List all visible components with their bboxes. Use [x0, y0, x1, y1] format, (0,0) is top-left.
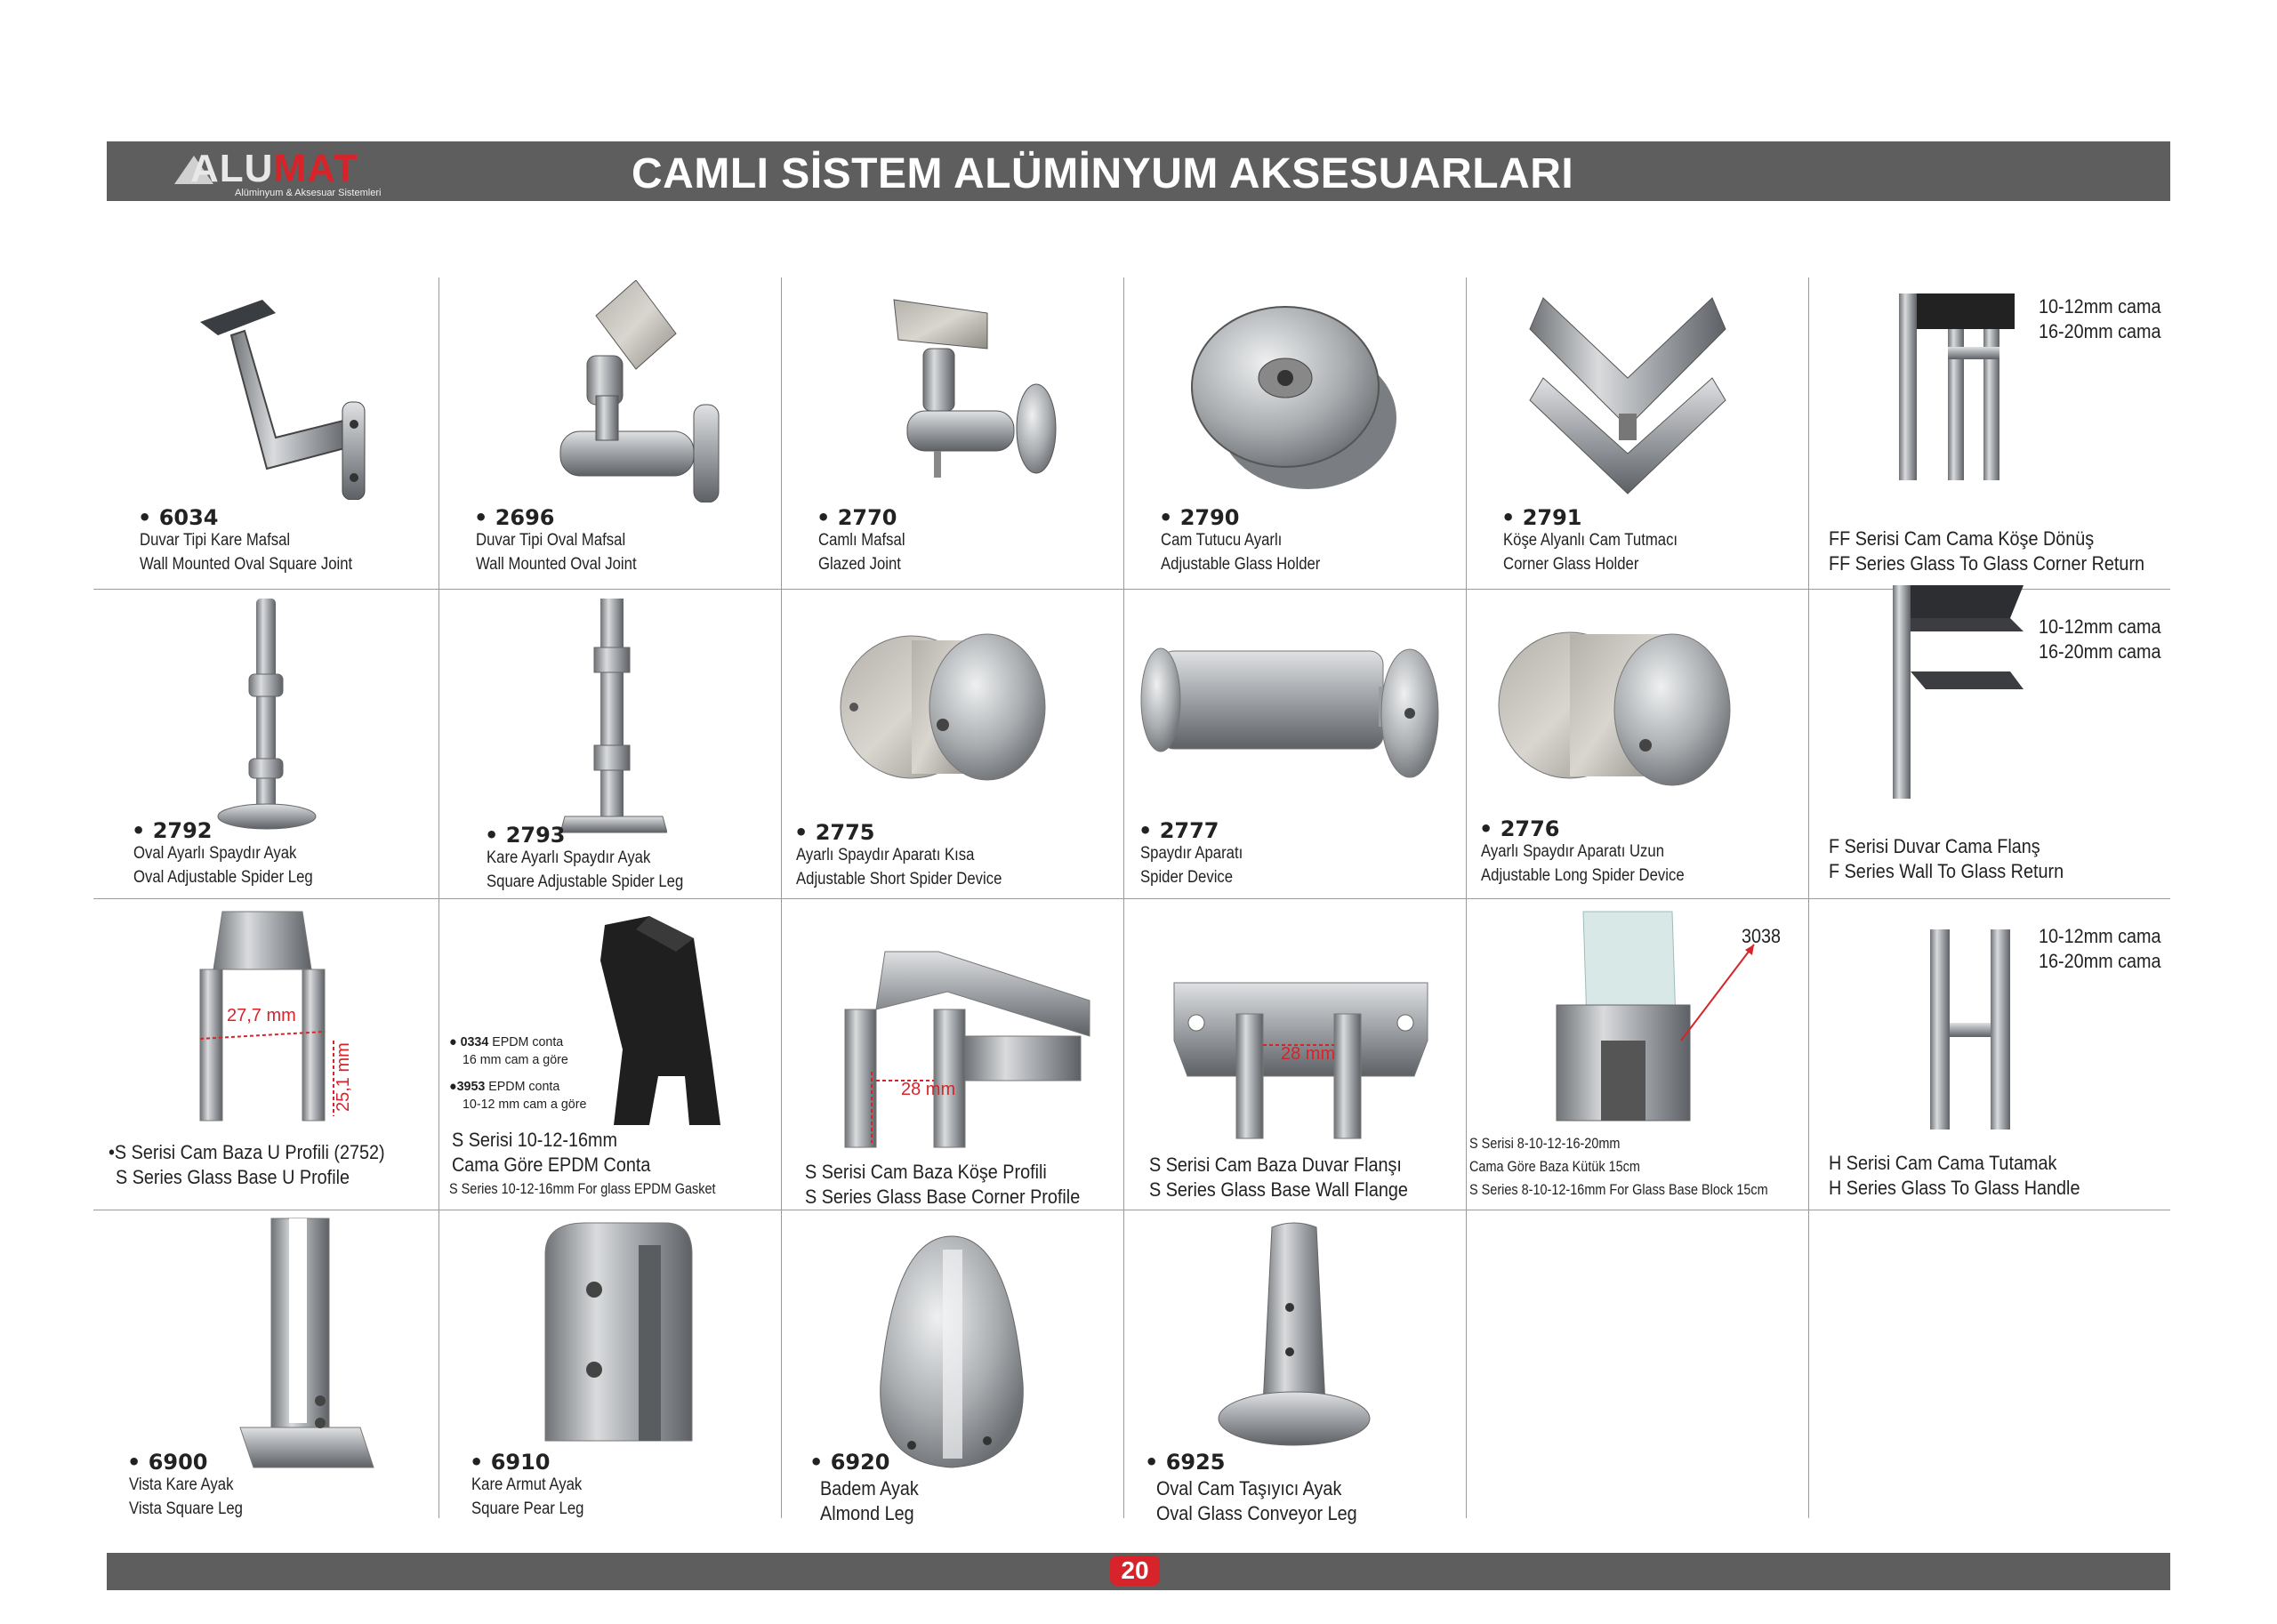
grid-row-divider	[93, 898, 2170, 899]
glazed-joint-image	[889, 295, 1067, 491]
grid-col-divider	[781, 277, 782, 1518]
alumat-logo	[174, 145, 397, 202]
adjustable-glass-holder-image	[1183, 293, 1405, 498]
almond-leg-image	[876, 1232, 1032, 1472]
grid-col-divider	[1808, 277, 1809, 1518]
grid-row-divider	[93, 589, 2170, 590]
square-adjustable-spider-leg-image	[560, 594, 667, 839]
spider-device-image	[1138, 633, 1441, 789]
u-profile-height-dim: 25,1 mm	[334, 1042, 353, 1112]
grid-col-divider	[1123, 277, 1124, 1518]
short-spider-device-image	[836, 631, 1050, 787]
corner-profile-width-dim: 28 mm	[901, 1080, 956, 1099]
wall-mounted-oval-joint-image	[551, 280, 729, 502]
gasket-note-3953: ●3953 EPDM conta	[449, 1079, 560, 1094]
f-series-wall-return-image	[1877, 578, 2028, 800]
logo-wordmark: ALUMAT	[190, 147, 358, 190]
u-profile-width-dim: 27,7 mm	[227, 1006, 296, 1025]
oval-adjustable-spider-leg-image	[213, 594, 320, 834]
oval-glass-conveyor-leg-image	[1214, 1218, 1374, 1450]
gasket-note-0334: ● 0334 EPDM conta	[449, 1034, 564, 1049]
vista-square-leg-image	[236, 1214, 378, 1472]
glass-base-wall-flange-image	[1165, 978, 1436, 1143]
glass-base-u-profile-image	[178, 907, 365, 1125]
epdm-gasket-image	[587, 916, 720, 1134]
ff-series-corner-return-image	[1895, 289, 2019, 480]
h-series-handle-image	[1921, 925, 2019, 1134]
wall-mounted-square-joint-image	[191, 295, 378, 500]
page-title: CAMLI SİSTEM ALÜMİNYUM AKSESUARLARI	[632, 150, 1574, 197]
long-spider-device-image	[1494, 630, 1734, 790]
logo-tagline: Alüminyum & Aksesuar Sistemleri	[235, 188, 382, 198]
page-number: 20	[1110, 1556, 1160, 1586]
grid-col-divider	[1466, 277, 1467, 1518]
square-pear-leg-image	[532, 1218, 696, 1450]
corner-glass-holder-image	[1525, 293, 1730, 498]
wall-flange-width-dim: 28 mm	[1281, 1044, 1336, 1064]
glass-base-corner-profile-image	[841, 947, 1094, 1152]
